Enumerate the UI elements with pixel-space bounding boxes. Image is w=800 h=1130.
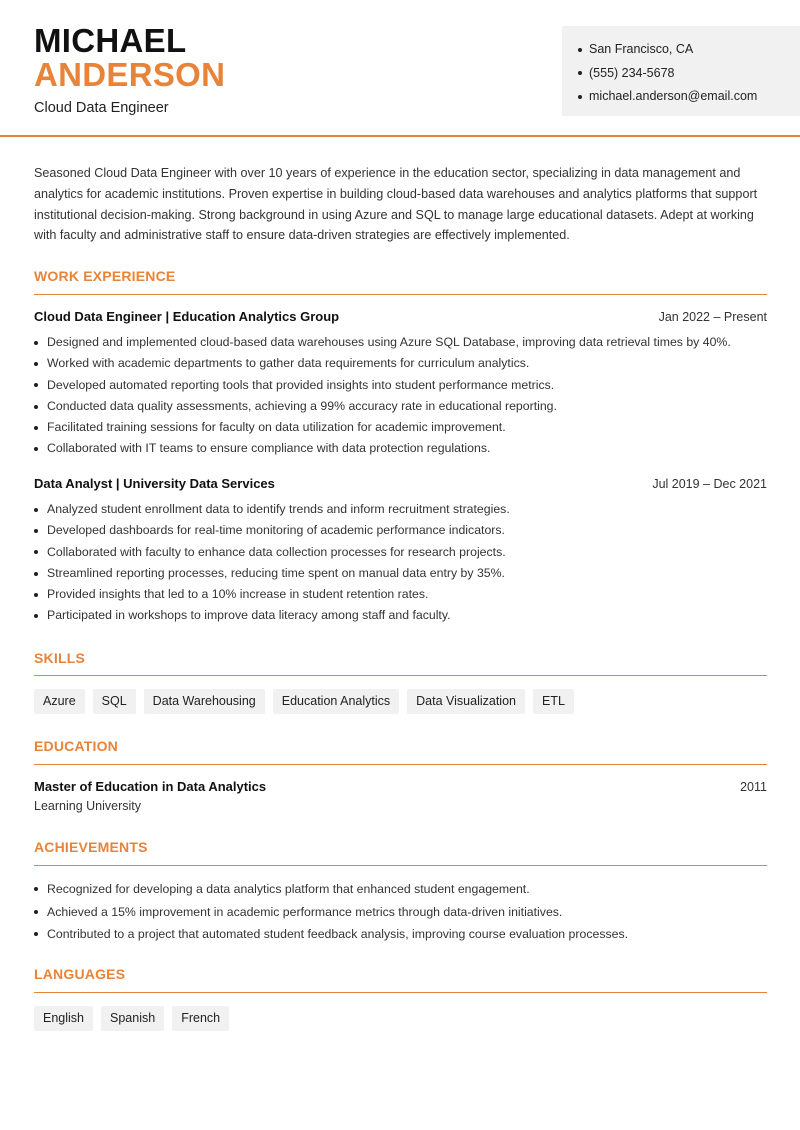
- bullet-icon: [578, 95, 582, 99]
- summary-paragraph: Seasoned Cloud Data Engineer with over 10 years of experience in the education sector, specializing in data management and analytics for academic institutions. Proven expertise in building cloud-based data warehouses and analytics platforms that support institutional decision-making. Strong background in using Azure and SQL to manage large educational datasets. Adept at working with faculty and administrative staff to ensure data-driven strategies are effectively implemented.: [34, 166, 758, 243]
- graduation-year: 2011: [740, 780, 767, 794]
- list-item: Contributed to a project that automated student feedback analysis, improving course evaluation processes.: [34, 923, 774, 946]
- list-item: Designed and implemented cloud-based data warehouses using Azure SQL Database, improving data retrieval times by 40%.: [34, 332, 774, 353]
- list-item: Achieved a 15% improvement in academic performance metrics through data-driven initiatives.: [34, 901, 774, 924]
- section-divider: [34, 865, 767, 866]
- language-chip: Spanish: [101, 1006, 164, 1031]
- language-chip: French: [172, 1006, 229, 1031]
- job-entry-1-bullets: [34, 332, 774, 460]
- skill-chip: Data Warehousing: [144, 689, 265, 714]
- job-entry-1-header: [34, 309, 767, 324]
- section-title-education: EDUCATION: [34, 738, 118, 754]
- job-date: Jan 2022 – Present: [658, 310, 767, 324]
- bullet-icon: [34, 362, 38, 366]
- bullet-icon: [34, 572, 38, 576]
- skill-chip: Azure: [34, 689, 85, 714]
- degree: Master of Education in Data Analytics: [34, 779, 267, 794]
- bullet-icon: [34, 887, 38, 891]
- bullet-icon: [34, 932, 38, 936]
- job-entry-2-bullets: [34, 499, 774, 627]
- skill-chip: Education Analytics: [273, 689, 399, 714]
- skill-chip: Data Visualization: [407, 689, 525, 714]
- job-date: Jul 2019 – Dec 2021: [652, 477, 767, 491]
- section-divider: [34, 764, 767, 765]
- section-divider: [34, 675, 767, 676]
- skills-list: [34, 689, 574, 714]
- contact-box: [562, 26, 800, 116]
- list-item: Collaborated with faculty to enhance data collection processes for research projects.: [34, 542, 774, 563]
- section-divider: [34, 294, 767, 295]
- resume-header: [0, 0, 800, 137]
- bullet-icon: [34, 614, 38, 618]
- bullet-icon: [34, 426, 38, 430]
- list-item: Conducted data quality assessments, achieving a 99% accuracy rate in educational reporting.: [34, 396, 774, 417]
- bullet-icon: [578, 48, 582, 52]
- location-text: San Francisco, CA: [589, 42, 694, 56]
- contact-phone: [578, 62, 800, 86]
- bullet-icon: [34, 910, 38, 914]
- bullet-icon: [34, 341, 38, 345]
- job-role: Cloud Data Engineer | Education Analytics Group: [34, 309, 340, 324]
- section-title-work: WORK EXPERIENCE: [34, 268, 176, 284]
- first-name: MICHAEL: [34, 22, 187, 59]
- phone-text: (555) 234-5678: [589, 65, 675, 80]
- list-item: Facilitated training sessions for faculty on data utilization for academic improvement.: [34, 417, 774, 438]
- language-chip: English: [34, 1006, 93, 1031]
- list-item: Collaborated with IT teams to ensure compliance with data protection regulations.: [34, 438, 774, 459]
- achievements-list: [34, 878, 774, 946]
- email-text: michael.anderson@email.com: [589, 89, 758, 103]
- list-item: Worked with academic departments to gather data requirements for curriculum analytics.: [34, 353, 774, 374]
- contact-email: [578, 85, 800, 109]
- bullet-icon: [34, 550, 38, 554]
- section-title-skills: SKILLS: [34, 650, 85, 666]
- skill-chip: SQL: [93, 689, 136, 714]
- list-item: Analyzed student enrollment data to identify trends and inform recruitment strategies.: [34, 499, 774, 520]
- job-title: Cloud Data Engineer: [34, 100, 169, 116]
- job-entry-2-header: [34, 476, 767, 491]
- section-divider: [34, 992, 767, 993]
- section-title-achievements: ACHIEVEMENTS: [34, 839, 148, 855]
- bullet-icon: [34, 383, 38, 387]
- languages-list: [34, 1006, 229, 1031]
- list-item: Developed automated reporting tools that provided insights into student performance metrics.: [34, 375, 774, 396]
- list-item: Participated in workshops to improve data literacy among staff and faculty.: [34, 605, 774, 626]
- section-title-languages: LANGUAGES: [34, 966, 126, 982]
- list-item: Recognized for developing a data analytics platform that enhanced student engagement.: [34, 878, 774, 901]
- list-item: Provided insights that led to a 10% increase in student retention rates.: [34, 584, 774, 605]
- skill-chip: ETL: [533, 689, 574, 714]
- bullet-icon: [34, 405, 38, 409]
- bullet-icon: [34, 447, 38, 451]
- list-item: Developed dashboards for real-time monitoring of academic performance indicators.: [34, 520, 774, 541]
- job-role: Data Analyst | University Data Services: [34, 476, 275, 491]
- bullet-icon: [34, 529, 38, 533]
- school-name: Learning University: [34, 799, 141, 813]
- list-item: Streamlined reporting processes, reducing time spent on manual data entry by 35%.: [34, 563, 774, 584]
- bullet-icon: [578, 71, 582, 75]
- education-header: [34, 779, 767, 794]
- contact-location: [578, 38, 800, 62]
- bullet-icon: [34, 508, 38, 512]
- last-name: ANDERSON: [34, 56, 226, 93]
- bullet-icon: [34, 593, 38, 597]
